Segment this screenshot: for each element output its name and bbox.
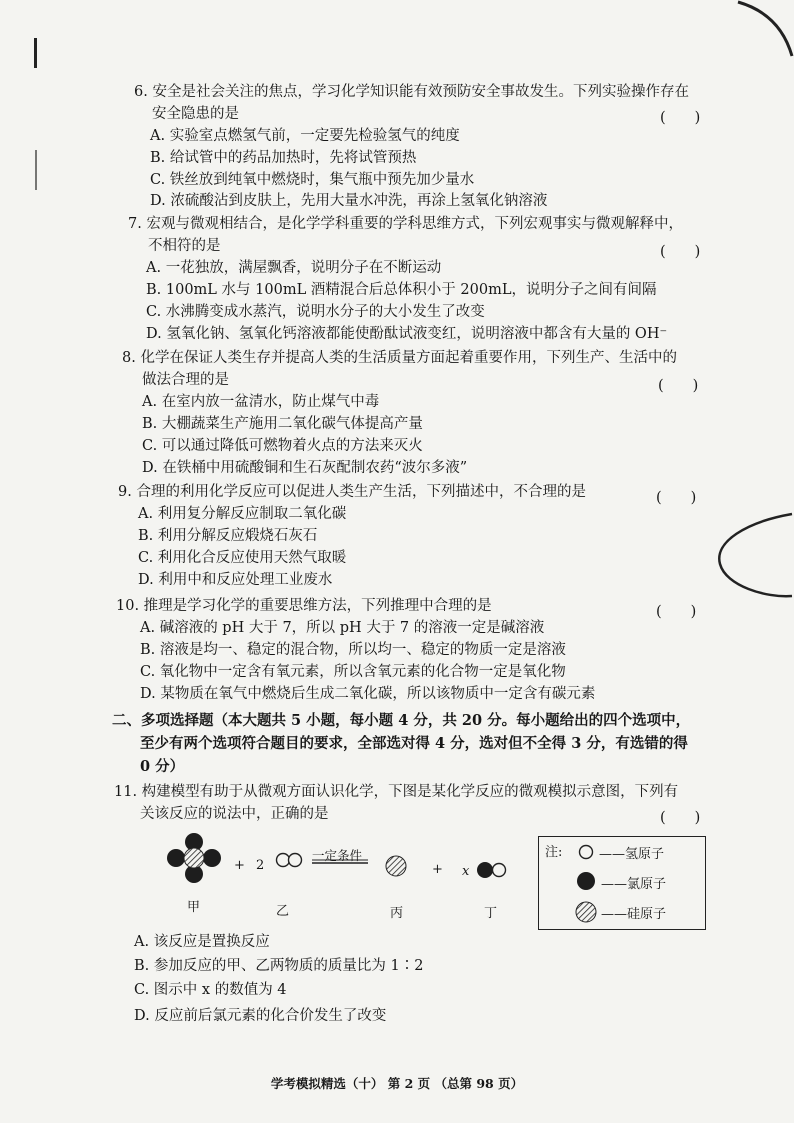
question-10-stem: 10. 推理是学习化学的重要思维方法，下列推理中合理的是 bbox=[116, 598, 492, 614]
option-b: B. 大棚蔬菜生产施用二氧化碳气体提高产量 bbox=[142, 416, 423, 432]
answer-bracket: ( ) bbox=[660, 810, 701, 826]
punch-hole-mark bbox=[706, 512, 794, 602]
option-c: C. 可以通过降低可燃物着火点的方法来灭火 bbox=[142, 438, 423, 454]
molecule-yi bbox=[277, 854, 302, 867]
option-c: C. 氧化物中一定含有氧元素，所以含氧元素的化合物一定是氧化物 bbox=[140, 664, 566, 680]
option-a: A. 碱溶液的 pH 大于 7，所以 pH 大于 7 的溶液一定是碱溶液 bbox=[140, 620, 545, 636]
answer-bracket: ( ) bbox=[660, 244, 701, 260]
answer-bracket: ( ) bbox=[658, 378, 699, 394]
option-c: C. 铁丝放到纯氧中燃烧时，集气瓶中预先加少量水 bbox=[150, 172, 475, 188]
option-a: A. 在室内放一盆清水，防止煤气中毒 bbox=[142, 394, 380, 410]
option-d: D. 浓硫酸沾到皮肤上，先用大量水冲洗，再涂上氢氧化钠溶液 bbox=[150, 193, 548, 209]
option-d: D. 某物质在氧气中燃烧后生成二氧化碳，所以该物质中一定含有碳元素 bbox=[140, 686, 596, 702]
option-d: D. 利用中和反应处理工业废水 bbox=[138, 572, 333, 588]
option-b: B. 利用分解反应煅烧石灰石 bbox=[138, 528, 318, 544]
legend-chlorine: ——氯原子 bbox=[601, 877, 667, 892]
option-b: B. 100mL 水与 100mL 酒精混合后总体积小于 200mL，说明分子之间有间隔 bbox=[146, 282, 657, 298]
plus-sign: + bbox=[432, 862, 443, 877]
scan-mark bbox=[34, 38, 37, 68]
question-11-stem-cont: 关该反应的说法中，正确的是 bbox=[140, 806, 329, 822]
page-corner-curl bbox=[736, 0, 794, 60]
chlorine-atom-icon bbox=[575, 870, 597, 892]
silicon-atom-icon bbox=[574, 900, 598, 924]
question-7-stem: 7. 宏观与微观相结合，是化学学科重要的学科思维方式，下列宏观事实与微观解释中， bbox=[128, 216, 683, 232]
scan-mark bbox=[35, 150, 37, 190]
legend-title: 注: bbox=[545, 845, 563, 860]
question-6-stem-cont: 安全隐患的是 bbox=[152, 106, 239, 122]
legend-silicon: ——硅原子 bbox=[601, 907, 667, 922]
label-ding: 丁 bbox=[484, 906, 498, 921]
molecule-jia bbox=[167, 833, 221, 883]
molecule-bing bbox=[386, 856, 406, 876]
option-a: A. 一花独放，满屋飘香，说明分子在不断运动 bbox=[146, 260, 442, 276]
label-jia: 甲 bbox=[187, 900, 201, 915]
question-11-stem: 11. 构建模型有助于从微观方面认识化学，下图是某化学反应的微观模拟示意图，下列有 bbox=[114, 784, 679, 800]
option-a: A. 该反应是置换反应 bbox=[134, 934, 270, 950]
coefficient-x: x bbox=[462, 864, 470, 879]
plus-sign: + bbox=[234, 858, 245, 873]
answer-bracket: ( ) bbox=[656, 604, 697, 620]
section-heading: 二、多项选择题（本大题共 5 小题，每小题 4 分，共 20 分。每小题给出的四个选项中， bbox=[112, 712, 691, 729]
option-d: D. 在铁桶中用硫酸铜和生石灰配制农药“波尔多液” bbox=[142, 460, 468, 476]
section-heading-cont: 至少有两个选项符合题目的要求，全部选对得 4 分，选对但不全得 3 分，有选错的得 bbox=[140, 735, 688, 752]
option-b: B. 给试管中的药品加热时，先将试管预热 bbox=[150, 150, 417, 166]
option-b: B. 参加反应的甲、乙两物质的质量比为 1∶2 bbox=[134, 958, 424, 974]
question-7-stem-cont: 不相符的是 bbox=[148, 238, 221, 254]
question-9-stem: 9. 合理的利用化学反应可以促进人类生产生活，下列描述中，不合理的是 bbox=[118, 484, 586, 500]
legend-hydrogen: ——氢原子 bbox=[599, 847, 665, 862]
coefficient: 2 bbox=[256, 858, 265, 873]
label-bing: 丙 bbox=[390, 906, 404, 921]
section-heading-cont: 0 分） bbox=[140, 758, 185, 775]
question-8-stem-cont: 做法合理的是 bbox=[142, 372, 229, 388]
hydrogen-atom-icon bbox=[577, 843, 595, 861]
option-d: D. 反应前后氯元素的化合价发生了改变 bbox=[134, 1008, 387, 1024]
question-8-stem: 8. 化学在保证人类生存并提高人类的生活质量方面起着重要作用，下列生产、生活中的 bbox=[122, 350, 677, 366]
answer-bracket: ( ) bbox=[656, 490, 697, 506]
option-b: B. 溶液是均一、稳定的混合物，所以均一、稳定的物质一定是溶液 bbox=[140, 642, 566, 658]
option-a: A. 利用复分解反应制取二氧化碳 bbox=[138, 506, 347, 522]
label-yi: 乙 bbox=[276, 904, 290, 919]
page-footer: 学考模拟精选（十） 第 2 页 （总第 98 页） bbox=[270, 1076, 524, 1091]
answer-bracket: ( ) bbox=[660, 110, 701, 126]
molecule-ding bbox=[477, 862, 506, 878]
option-d: D. 氢氧化钠、氢氧化钙溶液都能使酚酞试液变红，说明溶液中都含有大量的 OH⁻ bbox=[146, 326, 668, 342]
option-a: A. 实验室点燃氢气前，一定要先检验氢气的纯度 bbox=[150, 128, 460, 144]
option-c: C. 利用化合反应使用天然气取暖 bbox=[138, 550, 347, 566]
reaction-condition: 一定条件 bbox=[312, 848, 363, 863]
diagram-legend bbox=[538, 836, 706, 930]
option-c: C. 图示中 x 的数值为 4 bbox=[134, 982, 287, 998]
option-c: C. 水沸腾变成水蒸汽，说明水分子的大小发生了改变 bbox=[146, 304, 485, 320]
question-6-stem: 6. 安全是社会关注的焦点，学习化学知识能有效预防安全事故发生。下列实验操作存在 bbox=[134, 84, 689, 100]
